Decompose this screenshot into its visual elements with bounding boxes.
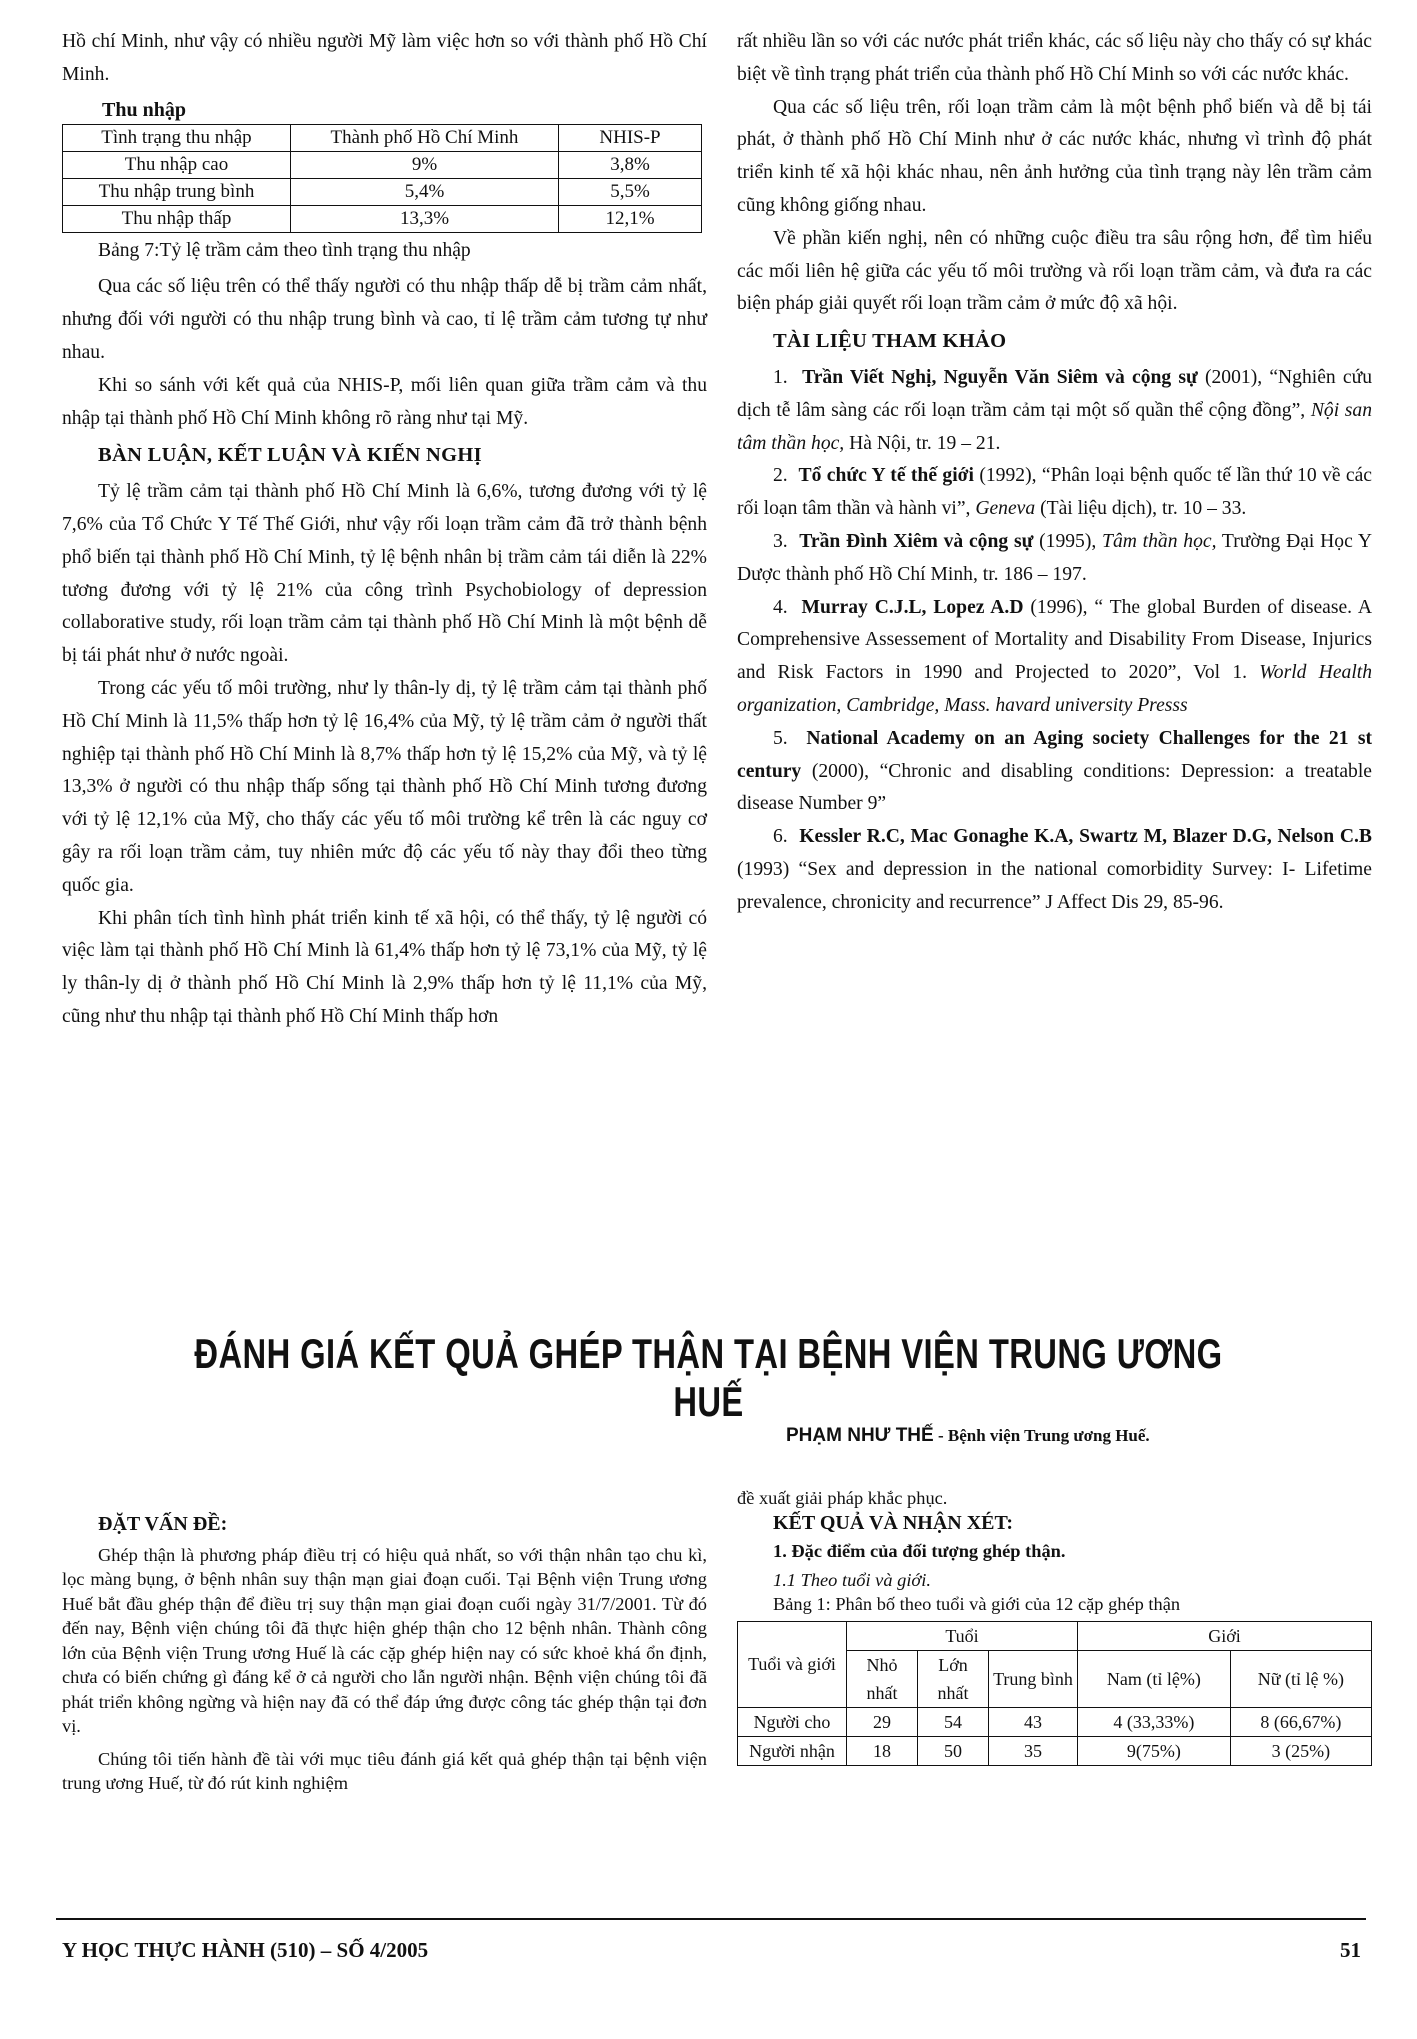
table-cell: Thu nhập trung bình [63,178,291,205]
paragraph: Qua các số liệu trên có thể thấy người có thu nhập thấp dễ bị trầm cảm nhất, nhưng đối với người có thu nhập trung bình và cao, tỉ lệ trầm cảm tương tự như nhau. [62,276,707,363]
table-row [738,1707,1372,1736]
article-right-column [737,1486,1372,1766]
table-cell: 43 [989,1707,1078,1736]
section-heading: BÀN LUẬN, KẾT LUẬN VÀ KIẾN NGHỊ [98,444,482,467]
reference-item: 5. National Academy on an Aging society Challenges for the 21 st century (2000), “Chronic and disabling conditions: Depression: a treatable disease Number 9” [737,727,1372,815]
table-cell: Thu nhập cao [63,151,291,178]
table-cell: 54 [918,1707,989,1736]
table-cell: 12,1% [559,205,702,232]
table-cell: Thu nhập thấp [63,205,291,232]
right-column [737,26,1372,920]
age-sex-table [737,1621,1372,1766]
table-header: NHIS-P [559,124,702,151]
left-column [62,26,707,1034]
page-number: 51 [1340,1938,1361,1962]
article-title: ĐÁNH GIÁ KẾT QUẢ GHÉP THẬN TẠI BỆNH VIỆN TRUNG ƯƠNG HUẾ [194,1330,1223,1425]
table-cell: 18 [847,1736,918,1765]
paragraph: rất nhiều lần so với các nước phát triển khác, các số liệu này cho thấy có sự khác biệt về tình trạng phát triển của thành phố Hồ Chí Minh so với các nước khác. [737,31,1372,85]
table-row [63,178,702,205]
table-header: Nữ (tỉ lệ %) [1230,1650,1371,1707]
paragraph: Khi phân tích tình hình phát triển kinh tế xã hội, có thể thấy, tỷ lệ người có việc làm tại thành phố Hồ Chí Minh là 61,4% thấp hơn tỷ lệ 73,1% của Mỹ, tỷ lệ ly thân-ly dị ở thành phố Hồ Chí Minh là 2,9% thấp hơn tỷ lệ 11,1% của Mỹ, cũng như thu nhập tại thành phố Hồ Chí Minh thấp hơn [62,907,707,1027]
income-table [62,124,702,233]
table-row [63,151,702,178]
reference-item: 2. Tổ chức Y tế thế giới (1992), “Phân loại bệnh quốc tế lần thứ 10 về các rối loạn tâm thần và hành vi”, Geneva (Tài liệu dịch), tr. 10 – 33. [737,465,1373,520]
table-cell: Người nhận [738,1736,847,1765]
table-cell: 9% [291,151,559,178]
table-cell: 35 [989,1736,1078,1765]
reference-item: 6. Kessler R.C, Mac Gonaghe K.A, Swartz M, Blazer D.G, Nelson C.B (1993) “Sex and depression in the national comorbidity Survey: I- Lifetime prevalence, chronicity and recurrence” J Affect Dis 29, 85-96. [737,826,1373,913]
references-heading: TÀI LIỆU THAM KHẢO [773,330,1007,353]
table-cell: 29 [847,1707,918,1736]
table-header: Nam (tỉ lệ%) [1078,1650,1231,1707]
reference-item: 4. Murray C.J.L, Lopez A.D (1996), “ The global Burden of disease. A Comprehensive Assessement of Mortality and Disability From Disease, Injurics and Risk Factors in 1990 and Projected to 2020”, Vol 1. World Health organization, Cambridge, Mass. havard university Presss [737,596,1373,716]
table-header: Giới [1078,1621,1372,1650]
table-header: Trung bình [989,1650,1078,1707]
table-cell: 9(75%) [1078,1736,1231,1765]
table-cell: Người cho [738,1707,847,1736]
subsection-heading: 1.1 Theo tuổi và giới. [773,1569,931,1590]
paragraph: Tỷ lệ trầm cảm tại thành phố Hồ Chí Minh là 6,6%, tương đương với tỷ lệ 7,6% của Tổ Chức Y Tế Thế Giới, như vậy rối loạn trầm cảm đã trở thành bệnh phổ biến tại thành phố Hồ Chí Minh, tỷ lệ bệnh nhân bị trầm cảm tái diễn là 22% tương đương với tỷ lệ 21% của công trình Psychobiology of depression collaborative study, rối loạn trầm cảm tại thành phố Hồ Chí Minh là một bệnh dễ bị tái phát như ở nước ngoài. [62,481,707,667]
table-cell: 4 (33,33%) [1078,1707,1231,1736]
article-left-column [62,1510,707,1796]
section-heading: ĐẶT VẤN ĐỀ: [98,1513,228,1535]
paragraph: Hồ chí Minh, như vậy có nhiều người Mỹ làm việc hơn so với thành phố Hồ Chí Minh. [62,31,707,85]
footer-divider [56,1918,1366,1920]
paragraph: Qua các số liệu trên, rối loạn trầm cảm là một bệnh phổ biến và dễ bị tái phát, ở thành phố Hồ Chí Minh như ở các nước khác, nhưng vì trình độ phát triển kinh tế xã hội khác nhau, nên ảnh hưởng của tình trạng này lên trầm cảm cũng không giống nhau. [737,96,1372,216]
table-header: Nhỏ nhất [847,1650,918,1707]
table-header: Tuổi [847,1621,1078,1650]
table-header: Thành phố Hồ Chí Minh [291,124,559,151]
table-header: Lớn nhất [918,1650,989,1707]
table-cell: 5,5% [559,178,702,205]
paragraph: Khi so sánh với kết quả của NHIS-P, mối liên quan giữa trầm cảm và thu nhập tại thành phố Hồ Chí Minh không rõ ràng như tại Mỹ. [62,374,707,429]
paragraph: Về phần kiến nghị, nên có những cuộc điều tra sâu rộng hơn, để tìm hiểu các mối liên hệ giữa các yếu tố môi trường và rối loạn trầm cảm, và đưa ra các biện pháp giải quyết rối loạn trầm cảm ở mức độ xã hội. [737,227,1372,315]
author-line [786,1425,1150,1447]
paragraph: đề xuất giải pháp khắc phục. [737,1488,948,1508]
table-cell: 8 (66,67%) [1230,1707,1371,1736]
journal-name: Y HỌC THỰC HÀNH (510) – SỐ 4/2005 [62,1938,429,1962]
table-cell: 13,3% [291,205,559,232]
table-caption: Bảng 1: Phân bố theo tuổi và giới của 12 cặp ghép thận [773,1594,1181,1614]
table-cell: 3 (25%) [1230,1736,1371,1765]
table-header: Tuổi và giới [738,1621,847,1707]
table-row [63,205,702,232]
table-caption: Bảng 7:Tỷ lệ trầm cảm theo tình trạng thu nhập [98,239,471,261]
author-affiliation: - Bệnh viện Trung ương Huế. [933,1426,1150,1445]
author-name: PHẠM NHƯ THẾ [786,1425,934,1446]
table-cell: 5,4% [291,178,559,205]
paragraph: Ghép thận là phương pháp điều trị có hiệu quả nhất, so với thận nhân tạo chu kì, lọc màng bụng, ở bệnh nhân suy thận mạn giai đoạn cuối. Tại Bệnh viện Trung ương Huế bắt đầu ghép thận để điều trị suy thận mạn giai đoạn cuối ngày 31/7/2001. Từ đó đến nay, Bệnh viện chúng tôi đã thực hiện ghép thận cho 12 bệnh nhân. Thành công lớn của Bệnh viện Trung ương Huế là các cặp ghép hiện nay có sức khoẻ khá ổn định, chưa có biến chứng gì đáng kể ở cả người cho lẫn người nhận. Bệnh viện chúng tôi đã phát triển không ngừng và hiện nay đã có thể đáp ứng được công tác ghép thận tại đơn vị. [62,1544,707,1736]
reference-item: 3. Trần Đình Xiêm và cộng sự (1995), Tâm thần học, Trường Đại Học Y Dược thành phố Hồ Chí Minh, tr. 186 – 197. [737,530,1372,585]
section-heading: KẾT QUẢ VÀ NHẬN XÉT: [773,1511,1014,1534]
table-cell: 50 [918,1736,989,1765]
table-cell: 3,8% [559,151,702,178]
paragraph: Chúng tôi tiến hành đề tài với mục tiêu đánh giá kết quả ghép thận tại bệnh viện trung ương Huế, từ đó rút kinh nghiệm [62,1748,707,1793]
paragraph: Trong các yếu tố môi trường, như ly thân-ly dị, tỷ lệ trầm cảm tại thành phố Hồ Chí Minh là 11,5% thấp hơn tỷ lệ 16,4% của Mỹ, tỷ lệ trầm cảm ở người thất nghiệp tại thành phố Hồ Chí Minh là 8,7% thấp hơn tỷ lệ 15,2% của Mỹ, và tỷ lệ 13,3% ở người có thu nhập thấp sống tại thành phố Hồ Chí Minh tương đương với tỷ lệ 12,1% của Mỹ, cho thấy các yếu tố môi trường kể trên là các nguy cơ gây ra rối loạn trầm cảm, tuy nhiên mức độ các yếu tố này thay đổi theo từng quốc gia. [62,677,707,896]
subsection-heading: 1. Đặc điểm của đối tượng ghép thận. [773,1541,1066,1561]
table-row [738,1736,1372,1765]
reference-item: 1. Trần Viết Nghị, Nguyễn Văn Siêm và cộng sự (2001), “Nghiên cứu dịch tễ lâm sàng các rối loạn trầm cảm tại một số quần thể cộng đồng”, Nội san tâm thần học, Hà Nội, tr. 19 – 21. [737,366,1372,454]
income-heading: Thu nhập [102,98,186,121]
table-header: Tình trạng thu nhập [63,124,291,151]
